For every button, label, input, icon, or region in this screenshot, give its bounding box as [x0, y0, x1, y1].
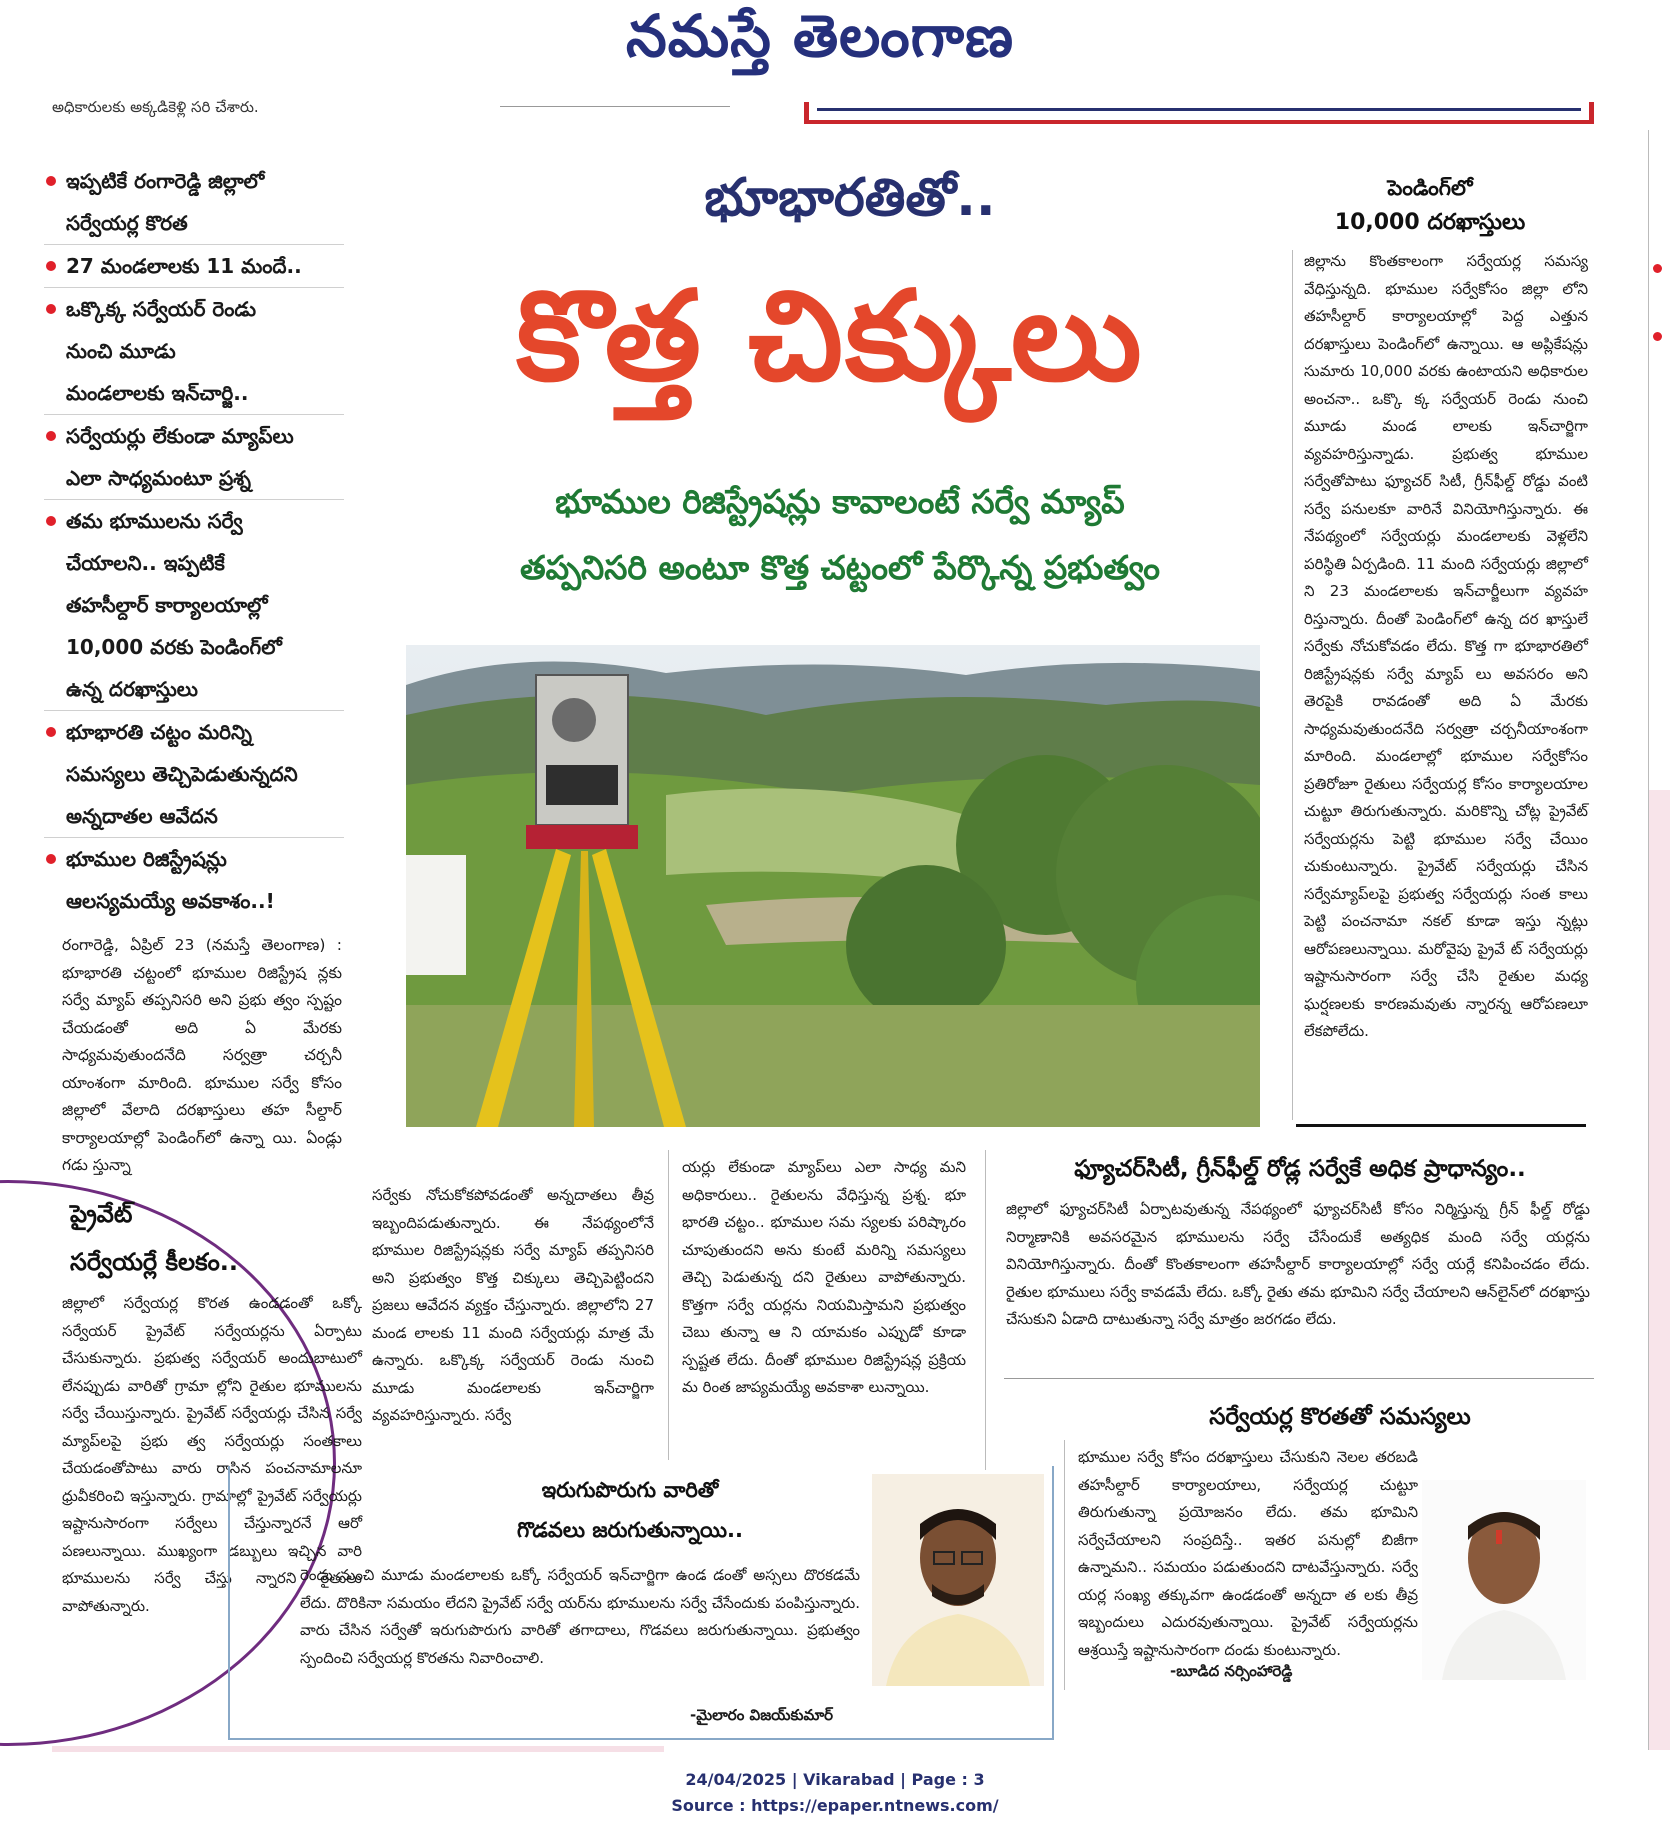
bullet-dot-icon	[46, 516, 56, 526]
highlight-item: ఒక్కొక్క సర్వేయర్ రెండు నుంచి మూడు మండలాలకు ఇన్‌చార్జి..	[44, 288, 344, 415]
bullet-dot-icon	[46, 261, 56, 271]
highlight-item: భూముల రిజిస్ట్రేషన్లు ఆలస్యమయ్యే అవకాశం..!	[44, 838, 344, 922]
survey-photo	[406, 645, 1260, 1127]
right-edge-dot-1	[1653, 264, 1662, 273]
private-callout-title-2: సర్వేయర్లే కీలకం..	[70, 1248, 238, 1276]
bullet-dot-icon	[46, 854, 56, 864]
middle-column-2: యర్లు లేకుండా మ్యాప్‌లు ఎలా సాధ్య మని అధికారులు.. రైతులను వేధిస్తున్న ప్రశ్న. భూ భారతి చట్టం.. భూముల సమ స్యలకు పరిష్కారం చూపుతుందని అను కుంటే మరిన్ని సమస్యలు తెచ్చి పెడుతున్న దని రైతులు వాపోతున్నారు. కొత్తగా సర్వే యర్లను నియమిస్తామని ప్రభుత్వం చెబు తున్నా ఆ ని యామకం ఎప్పుడో కూడా స్పష్టత లేదు. దీంతో భూముల రిజిస్ట్రేషన్ల ప్రక్రియ మ రింత జాప్యమయ్యే అవకాశా లున్నాయి.	[682, 1158, 966, 1396]
person-avatar-icon	[1422, 1480, 1586, 1680]
futurecity-rule	[1004, 1378, 1594, 1379]
highlights-list	[44, 160, 344, 922]
deck-line-2: తప్పనిసరి అంటూ కొత్త చట్టంలో పేర్కొన్న ప్రభుత్వం	[519, 548, 1161, 587]
pending-body: జిల్లాను కొంతకాలంగా సర్వేయర్ల సమస్య వేధిస్తున్నది. భూముల సర్వేకోసం జిల్లా లోని తహసీల్దార్ కార్యాలయాల్లో పెద్ద ఎత్తున దరఖాస్తులు పెండింగ్‌లో ఉన్నాయి. ఆ అప్లికేషన్లు సుమారు 10,000 వరకు ఉంటాయని అధికారుల అంచనా.. ఒక్కొ క్క సర్వేయర్ రెండు నుంచి మూడు మండ లాలకు ఇన్‌చార్జిగా వ్యవహరిస్తున్నాడు. ప్రభుత్వ భూముల సర్వేతోపాటు ఫ్యూచర్ సిటీ, గ్రీన్‌ఫీల్డ్ రోడ్డు వంటి సర్వే పనులకూ వారినే వినియోగిస్తున్నారు. ఈ నేపథ్యంలో సర్వేయర్లు మండలాలకు వెళ్లలేని పరిస్థితి ఏర్పడింది. 11 మంది సర్వేయర్లు జిల్లాలో ని 23 మండలాలకు ఇన్‌చార్జీలుగా వ్యవహ రిస్తున్నారు. దీంతో పెండింగ్‌లో ఉన్న దర ఖాస్తులే సర్వేకు నోచుకోవడం లేదు. కొత్త గా భూభారతిలో రిజిస్ట్రేషన్లకు సర్వే మ్యాప్ లు అవసరం అని తెరపైకి రావడంతో అది ఏ మేరకు సాధ్యమవుతుందనేది సర్వత్రా చర్చనీయాంశంగా మారింది. మండలాల్లో భూముల సర్వేకోసం ప్రతిరోజూ రైతులు సర్వేయర్ల కోసం కార్యాలయాల చుట్టూ తిరుగుతున్నారు. మరికొన్ని చోట్ల ప్రైవేట్ సర్వేయర్లను పెట్టి భూముల సర్వే చేయిం చుకుంటున్నారు. ప్రైవేట్ సర్వేయర్లు చేసిన సర్వేమ్యాప్‌లపై ప్రభుత్వ సర్వేయర్లు సంత కాలు పెట్టి పంచనామా నకల్ కూడా ఇస్తు న్నట్లు ఆరోపణలున్నాయి. మరోవైపు ప్రైవే ట్ సర్వేయర్లు ఇష్టానుసారంగా సర్వే చేసి రైతుల మధ్య ఘర్షణలకు కారణమవుతు న్నారన్న ఆరోపణలూ లేకపోలేదు.	[1304, 252, 1588, 1040]
bullet-dot-icon	[46, 727, 56, 737]
bottom-pink-bar	[52, 1746, 664, 1752]
highlight-item: తమ భూములను సర్వే చేయాలని.. ఇప్పటికే తహసీల్దార్ కార్యాలయాల్లో 10,000 వరకు పెండింగ్‌లో ఉన్న దరఖాస్తులు	[44, 500, 344, 711]
survey-instrument-image	[406, 645, 1260, 1127]
highlight-item: సర్వేయర్లు లేకుండా మ్యాప్‌లు ఎలా సాధ్యమంటూ ప్రశ్న	[44, 415, 344, 500]
highlight-item: భూభారతి చట్టం మరిన్ని సమస్యలు తెచ్చిపెడుతున్నదని అన్నదాతల ఆవేదన	[44, 711, 344, 838]
pending-head-1: పెండింగ్‌లో	[1387, 176, 1473, 200]
right-edge-strip	[1648, 130, 1670, 1750]
portrait-vijay-kumar	[872, 1474, 1044, 1686]
kicker: భూభారతితో..	[704, 168, 996, 228]
right-column-rule	[1296, 1124, 1586, 1127]
highlight-item: ఇప్పటికే రంగారెడ్డి జిల్లాలో సర్వేయర్ల కొరత	[44, 160, 344, 245]
shortage-body: భూముల సర్వే కోసం దరఖాస్తులు చేసుకుని నెలల తరబడి తహసీల్దార్ కార్యాలయాలు, సర్వేయర్ల చుట్టూ తిరుగుతున్నా ప్రయోజనం లేదు. తమ భూమిని సర్వేచేయాలని సంప్రదిస్తే.. ఇతర పనుల్లో బిజీగా ఉన్నామని.. సమయం పడుతుందని దాటవేస్తున్నారు. సర్వే యర్ల సంఖ్య తక్కువగా ఉండడంతో అన్నదా త లకు తీవ్ర ఇబ్బందులు ఎదురవుతున్నాయి. ప్రైవేట్ సర్వేయర్లను ఆశ్రయిస్తే ఇష్టానుసారంగా దండు కుంటున్నారు.	[1078, 1448, 1418, 1659]
deck-line-1: భూముల రిజిస్ట్రేషన్లు కావాలంటే సర్వే మ్యాప్	[555, 482, 1125, 521]
shortage-title: సర్వేయర్ల కొరతతో సమస్యలు	[1209, 1404, 1471, 1430]
futurecity-title: ఫ్యూచర్‌సిటీ, గ్రీన్‌ఫీల్డ్ రోడ్ల సర్వేకే అధిక ప్రాధాన్యం..	[1074, 1156, 1526, 1182]
right-edge-pink	[1649, 790, 1670, 1750]
bullet-dot-icon	[46, 176, 56, 186]
highlight-item: 27 మండలాలకు 11 మందే..	[44, 245, 344, 288]
headline: కొత్త చిక్కులు	[516, 265, 1144, 409]
middle-right-divider	[985, 1150, 986, 1470]
top-right-navy-rule	[817, 108, 1581, 111]
middle-column-divider	[668, 1150, 669, 1460]
right-column-divider	[1292, 250, 1293, 1120]
bullet-dot-icon	[46, 431, 56, 441]
private-callout-title-1: ప్రైవేట్	[70, 1200, 133, 1228]
bullet-dot-icon	[46, 304, 56, 314]
masthead-title: నమస్తే తెలంగాణ	[626, 2, 1014, 70]
neighbours-title-1: ఇరుగుపొరుగు వారితో	[541, 1478, 719, 1502]
footer-date-page: 24/04/2025 | Vikarabad | Page : 3	[685, 1770, 985, 1789]
left-body-text: రంగారెడ్డి, ఏప్రిల్ 23 (నమస్తే తెలంగాణ) : భూభారతి చట్టంలో భూముల రిజిస్ట్రేష న్లకు సర్వే మ్యాప్ తప్పనిసరి అని ప్రభు త్వం స్పష్టం చేయడంతో అది ఏ మేరకు సాధ్యమవుతుందనేది సర్వత్రా చర్చనీ యాంశంగా మారింది. భూముల సర్వే కోసం జిల్లాలో వేలాది దరఖాస్తులు తహ సీల్దార్ కార్యాలయాల్లో పెండింగ్‌లో ఉన్నా యి. ఏండ్లు గడు స్తున్నా	[62, 936, 342, 1174]
person-avatar-icon	[872, 1474, 1044, 1686]
footer-source: Source : https://epaper.ntnews.com/	[671, 1796, 999, 1815]
neighbours-byline: -మైలారం విజయ్‌కుమార్	[690, 1706, 834, 1724]
futurecity-body: జిల్లాలో ఫ్యూచర్‌సిటీ ఏర్పాటవుతున్న నేపథ్యంలో ఫ్యూచర్‌సిటీ కోసం నిర్మిస్తున్న గ్రీన్ ఫీల్డ్ రోడ్డు నిర్మాణానికి అవసరమైన భూములను సర్వే చేసేందుకే అత్యధిక మంది సర్వే యర్లను వినియోగిస్తున్నారు. దీంతో కొంతకాలంగా తహసీల్దార్ కార్యాలయాల్లో సర్వే యర్లే కనిపించడం లేదు. రైతుల భూములు సర్వే కావడమే లేదు. ఒక్కో రైతు తమ భూమిని సర్వే చేయాలని ఆన్‌లైన్‌లో దరఖాస్తు చేసుకుని ఏడాది దాటుతున్నా సర్వే మాత్రం జరగడం లేదు.	[1006, 1200, 1590, 1328]
middle-column-1: సర్వేకు నోచుకోకపోవడంతో అన్నదాతలు తీవ్ర ఇబ్బందిపడుతున్నారు. ఈ నేపథ్యంలోనే భూముల రిజిస్ట్రేషన్లకు సర్వే మ్యాప్ తప్పనిసరి అని ప్రభుత్వం కొత్త చిక్కులు తెచ్చిపెట్టిందని ప్రజలు ఆవేదన వ్యక్తం చేస్తున్నారు. జిల్లాలోని 27 మండ లాలకు 11 మంది సర్వేయర్లు మాత్ర మే ఉన్నారు. ఒక్కొక్క సర్వేయర్ రెండు నుంచి మూడు మండలాలకు ఇన్‌చార్జిగా వ్యవహరిస్తున్నారు. సర్వే	[372, 1186, 654, 1424]
neighbours-title-2: గొడవలు జరుగుతున్నాయి..	[517, 1518, 743, 1542]
private-callout-body: జిల్లాలో సర్వేయర్ల కొరత ఉండడంతో ఒక్కో సర్వేయర్ ప్రైవేట్ సర్వేయర్లను ఏర్పాటు చేసుకున్నారు. ప్రభుత్వ సర్వేయర్ అందుబాటులో లేనప్పుడు వారితో గ్రామా ల్లోని రైతుల భూములను సర్వే చేయిస్తున్నారు. ప్రైవేట్ సర్వేయర్లు చేసిన సర్వే మ్యాప్‌లపై ప్రభు త్వ సర్వేయర్లు సంతకాలు చేయడంతోపాటు వారు రాసిన పంచనామాలనూ ధ్రువీకరించి ఇస్తున్నారు. గ్రామాల్లో ప్రైవేట్ సర్వేయర్లు ఇష్టానుసారంగా సర్వేలు చేస్తున్నారనే ఆరో పణలున్నాయి. ముఖ్యంగా డబ్బులు ఇచ్చిన వారి భూములను సర్వే చేస్తు న్నారని రైతులు వాపోతున్నారు.	[62, 1294, 362, 1615]
right-edge-dot-2	[1653, 332, 1662, 341]
neighbours-body: రెండు నుంచి మూడు మండలాలకు ఒక్కో సర్వేయర్ ఇన్‌చార్జిగా ఉండ డంతో అస్సలు దొరకడమే లేదు. దొరికినా సమయం లేదని ప్రైవేట్ సర్వే యర్‌ను భూములను సర్వే చేసేందుకు పంపిస్తున్నారు. వారు చేసిన సర్వేతో ఇరుగుపొరుగు వారితో తగాదాలు, గొడవలు జరుగుతున్నాయి. ప్రభుత్వం స్పందించి సర్వేయర్ల కొరతను నివారించాలి.	[300, 1566, 860, 1667]
pending-head-2: 10,000 దరఖాస్తులు	[1334, 210, 1526, 235]
top-right-frame	[804, 102, 1594, 124]
shortage-byline: -బూడిద నర్సింహారెడ్డి	[1170, 1662, 1293, 1680]
portrait-narsimha-reddy	[1422, 1480, 1586, 1680]
shortage-divider	[1064, 1440, 1065, 1690]
top-left-snippet: అధికారులకు అక్కడికెళ్లి సరి చేశారు.	[52, 98, 259, 116]
top-center-rule	[500, 106, 730, 107]
